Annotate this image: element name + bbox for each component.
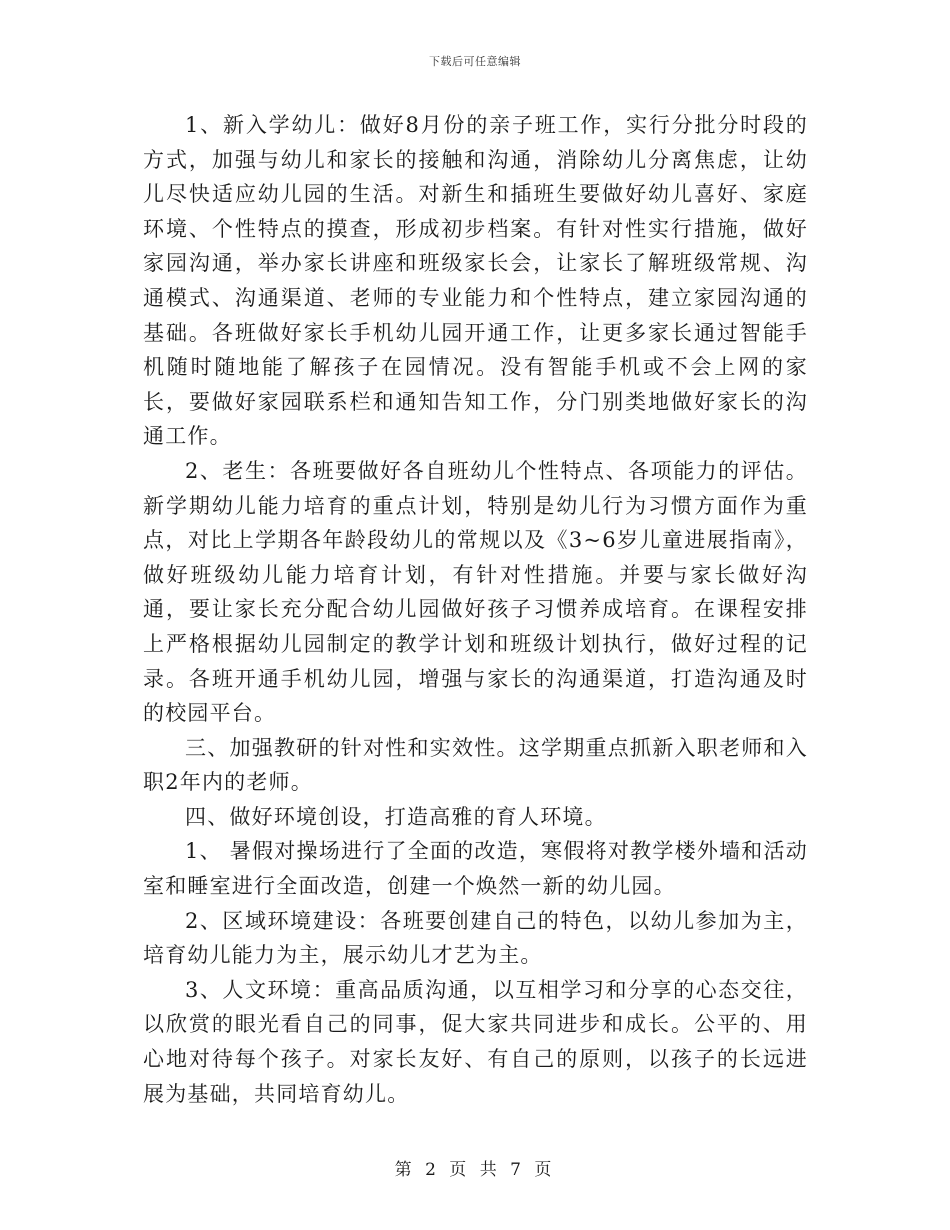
paragraph-area-environment: 2、区域环境建设：各班要创建自己的特色，以幼儿参加为主，培育幼儿能力为主，展示幼儿才艺为主。 <box>143 908 808 968</box>
paragraph-old-students: 2、老生：各班要做好各自班幼儿个性特点、各项能力的评估。新学期幼儿能力培育的重点计划，特别是幼儿行为习惯方面作为重点，对比上学期各年龄段幼儿的常规以及《3~6岁儿童进展指南》，做好班级幼儿能力培育计划，有针对性措施。并要与家长做好沟通，要让家长充分配合幼儿园做好孩子习惯养成培育。在课程安排上严格根据幼儿园制定的教学计划和班级计划执行，做好过程的记录。各班开通手机幼儿园，增强与家长的沟通渠道，打造沟通及时的校园平台。 <box>143 458 808 726</box>
paragraph-teaching-research: 三、加强教研的针对性和实效性。这学期重点抓新入职老师和入职2年内的老师。 <box>143 735 808 795</box>
paragraph-environment-heading: 四、做好环境创设，打造高雅的育人环境。 <box>185 804 607 829</box>
page-header: 下载后可任意编辑 <box>429 55 521 68</box>
page-number-footer: 第 2 页 共 7 页 <box>394 1160 556 1180</box>
paragraph-humanistic-environment: 3、人文环境：重高品质沟通，以互相学习和分享的心态交往，以欣赏的眼光看自己的同事，促大家共同进步和成长。公平的、用心地对待每个孩子。对家长友好、有自己的原则，以孩子的长远进展为基础，共同培育幼儿。 <box>143 977 808 1106</box>
paragraph-new-students: 1、新入学幼儿：做好8月份的亲子班工作，实行分批分时段的方式，加强与幼儿和家长的接触和沟通，消除幼儿分离焦虑，让幼儿尽快适应幼儿园的生活。对新生和插班生要做好幼儿喜好、家庭环境、个性特点的摸查，形成初步档案。有针对性实行措施，做好家园沟通，举办家长讲座和班级家长会，让家长了解班级常规、沟通模式、沟通渠道、老师的专业能力和个性特点，建立家园沟通的基础。各班做好家长手机幼儿园开通工作，让更多家长通过智能手机随时随地能了解孩子在园情况。没有智能手机或不会上网的家长，要做好家园联系栏和通知告知工作，分门别类地做好家长的沟通工作。 <box>143 113 808 449</box>
document-body <box>143 108 808 1111</box>
paragraph-renovation: 1、 暑假对操场进行了全面的改造，寒假将对教学楼外墙和活动室和睡室进行全面改造，创建一个焕然一新的幼儿园。 <box>143 839 808 899</box>
